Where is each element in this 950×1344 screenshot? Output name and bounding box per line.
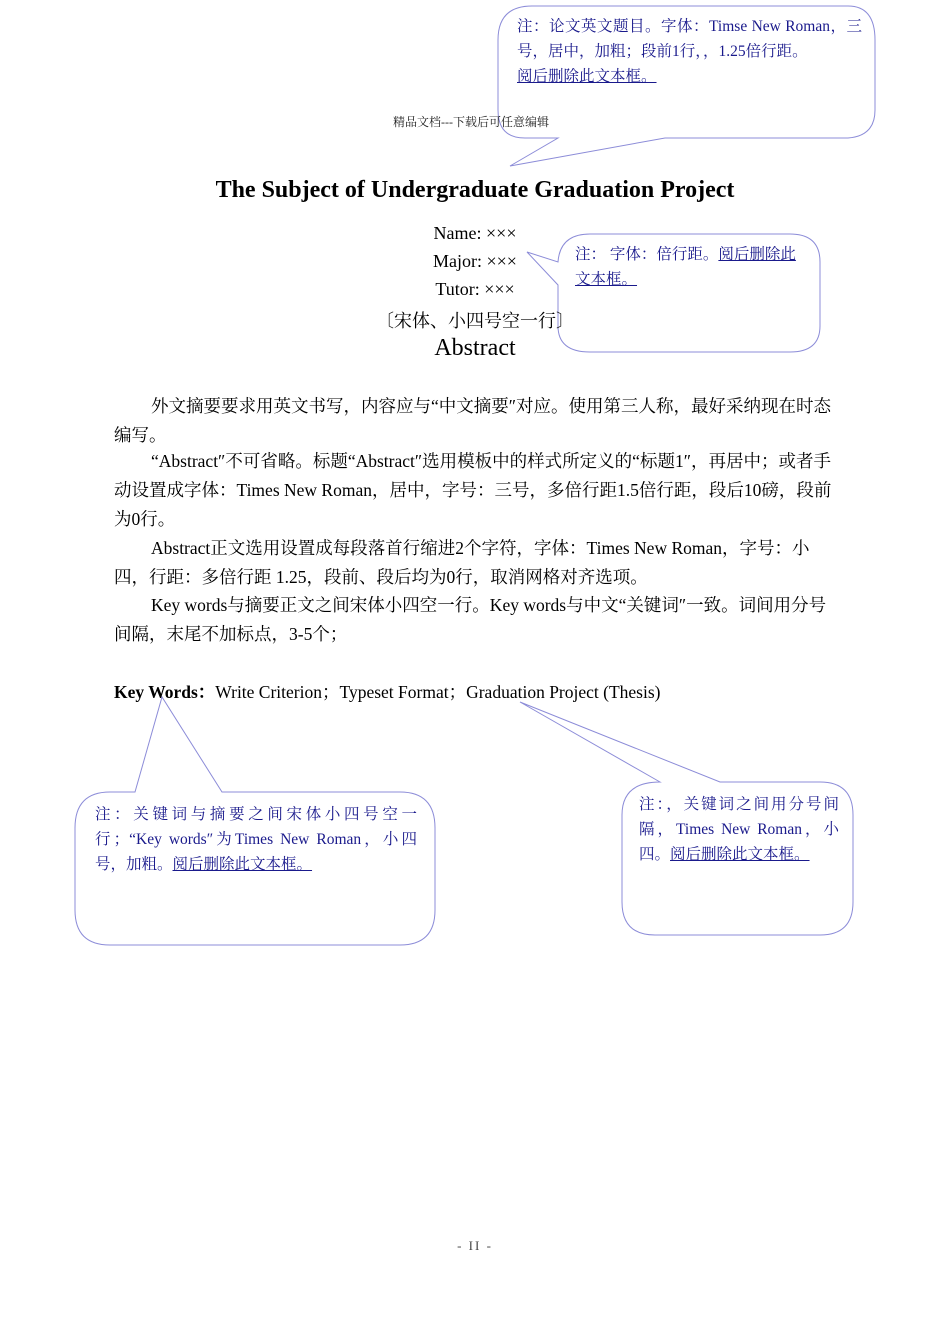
keywords-left-callout-note (95, 802, 417, 877)
keywords-label: Key Words： (114, 682, 216, 702)
tutor-line: Tutor: ××× (435, 279, 515, 299)
keywords-right-callout-note (639, 792, 839, 867)
keywords-left-callout-text: 注：关键词与摘要之间宋体小四号空一行；“Key words″为Times New Roman，小四号，加粗。 (95, 806, 417, 873)
page-number: - II - (457, 1238, 493, 1253)
keywords-left-callout-delete-link[interactable]: 阅后删除此文本框。 (172, 856, 313, 873)
keywords-items: Write Criterion；Typeset Format；Graduation Project (Thesis) (215, 682, 661, 702)
keywords-line (114, 679, 660, 704)
page-title: The Subject of Undergraduate Graduation Project (215, 177, 735, 203)
meta-callout-text: 注： 字体：倍行距。 (575, 246, 719, 263)
title-callout-delete-link[interactable]: 阅后删除此文本框。 (517, 68, 657, 85)
major-line: Major: ××× (433, 251, 517, 271)
keywords-right-callout-text: 注：，关键词之间用分号间隔，Times New Roman，小四。 (639, 796, 839, 863)
abstract-heading: Abstract (434, 335, 516, 361)
meta-callout-delete-link[interactable]: 阅后删除此文本框。 (575, 246, 796, 288)
title-callout-note (517, 14, 862, 89)
abstract-paragraph-3: Abstract正文选用设置成每段落首行缩进2个字符，字体：Times New Roman，字号：小四，行距：多倍行距 1.25，段前、段后均为0行，取消网格对齐选项。 (114, 538, 810, 587)
name-line: Name: ××× (433, 223, 517, 243)
blank-line-note: 〔宋体、小四号空一行〕 (376, 311, 574, 331)
header-note: 精品文档---下载后可任意编辑 (393, 115, 549, 129)
abstract-paragraph-4: Key words与摘要正文之间宋体小四空一行。Key words与中文“关键词″一致。词间用分号间隔，末尾不加标点，3-5个； (114, 595, 827, 644)
abstract-paragraph-2: “Abstract″不可省略。标题“Abstract″选用模板中的样式所定义的“标题1″，再居中；或者手动设置成字体：Times New Roman，居中，字号：三号，多倍行距1.5倍行距，段后10磅，段前为0行。 (114, 451, 832, 529)
keywords-right-callout-delete-link[interactable]: 阅后删除此文本框。 (670, 846, 810, 863)
abstract-paragraph-1: 外文摘要要求用英文书写，内容应与“中文摘要″对应。使用第三人称，最好采纳现在时态编写。 (114, 396, 832, 445)
title-callout-text: 注：论文英文题目。字体：Timse New Roman，三号，居中，加粗；段前1行，，1.25倍行距。 (517, 18, 862, 60)
meta-callout-note (575, 242, 810, 292)
